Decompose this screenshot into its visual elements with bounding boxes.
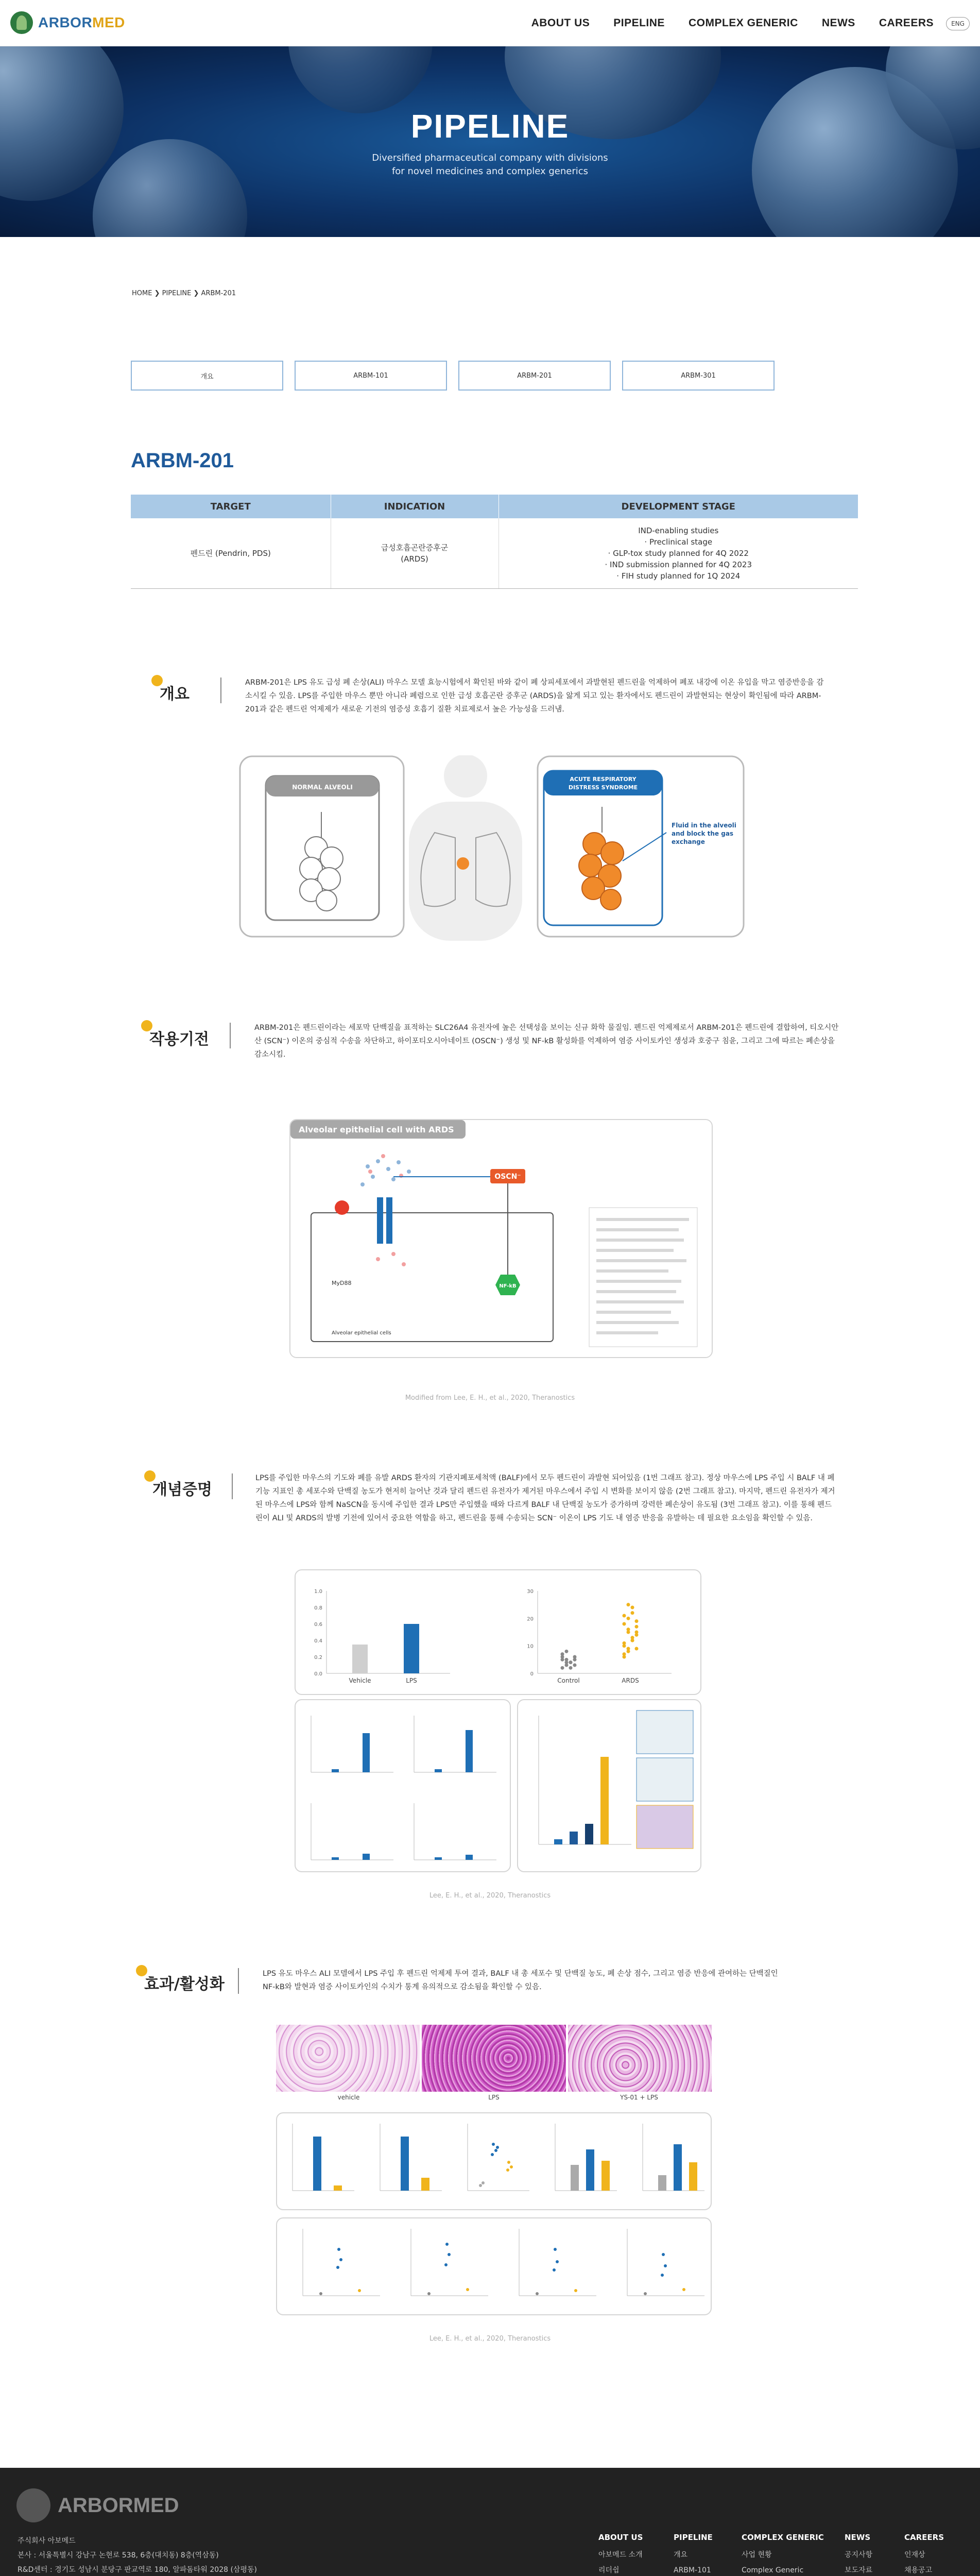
breadcrumb-home[interactable]: HOME xyxy=(132,290,152,297)
table-header-row xyxy=(131,495,858,518)
ards-illustration xyxy=(239,755,749,941)
label-ards-line2: DISTRESS SYNDROME xyxy=(568,784,638,791)
divider xyxy=(232,1473,233,1499)
balf-charts-svg xyxy=(296,1700,511,1872)
pipeline-tabs xyxy=(131,361,775,391)
balf-charts-panel xyxy=(295,1699,511,1872)
nav-careers[interactable]: CAREERS xyxy=(879,17,934,29)
site-footer xyxy=(0,2468,980,2576)
scatter-point xyxy=(635,1625,639,1629)
scatter-point xyxy=(627,1631,630,1634)
bar xyxy=(404,1624,419,1673)
scatter-point xyxy=(631,1611,634,1615)
cell-label: Alveolar epithelial cells xyxy=(332,1330,391,1336)
scatter-point xyxy=(561,1666,564,1670)
footer-col-news xyxy=(845,2530,872,2576)
label-fluid-line2: and block the gas xyxy=(672,830,734,837)
footer-link[interactable]: ARBM-101 xyxy=(674,2566,711,2574)
label-normal-alveoli: NORMAL ALVEOLI xyxy=(292,784,353,791)
footer-col-heading[interactable]: CAREERS xyxy=(904,2533,944,2542)
histology-label-vehicle: vehicle xyxy=(337,2094,360,2101)
divider xyxy=(230,1023,231,1048)
nascn-chart-svg xyxy=(518,1700,701,1872)
section-overview-text: ARBM-201은 LPS 유도 급성 폐 손상(ALI) 마우스 모델 효능시험에서 확인된 바와 같이 폐 상피세포에서 과발현된 펜드린을 억제하여 폐포 내강에 이온 유입을 막고 염증반응을 감소시킬 수 있음. LPS를 주입한 마우스 뿐만 아니라 폐렴으로 인한 급성 호흡곤란 증후군 (ARDS)을 앓게 되고 있는 환자에서도 펜드린이 과발현되는 현상이 확인됨에 따라 ARBM-201과 같은 펜드린 억제제가 새로운 기전의 염증성 호흡기 질환 치료제로서 높은 가능성을 드러냄. xyxy=(245,679,824,714)
scatter-point xyxy=(631,1606,634,1609)
footer-col-about xyxy=(598,2530,643,2576)
footer-link[interactable]: 사업 현황 xyxy=(742,2551,772,2559)
footer-info-line: R&D센터 : 경기도 성남시 분당구 판교역로 180, 알파돔타워 2028 (삼평동) xyxy=(18,2566,257,2574)
ards-illustration-svg xyxy=(239,755,749,941)
language-toggle[interactable]: ENG xyxy=(946,17,970,30)
y-tick-label: 20 xyxy=(527,1616,534,1622)
section-efficacy-title: 효과/활성화 xyxy=(144,1975,225,1993)
y-tick-label: 0.2 xyxy=(314,1655,322,1660)
y-tick-label: 30 xyxy=(527,1589,534,1595)
hero-title: PIPELINE xyxy=(410,108,570,145)
tree-logo-icon xyxy=(16,2488,50,2522)
nav-about-us[interactable]: ABOUT US xyxy=(531,17,590,29)
footer-info-line: 본사 : 서울특별시 강남구 논현로 538, 6층(대치동) 8층(역삼동) xyxy=(18,2551,219,2560)
y-tick-label: 0.0 xyxy=(314,1671,322,1677)
development-table xyxy=(131,495,858,589)
section-efficacy-text xyxy=(263,1967,829,1994)
footer-link[interactable]: 보도자료 xyxy=(845,2566,873,2574)
proof-chart-panel xyxy=(295,1569,701,1695)
hero-subtitle-line1: Diversified pharmaceutical company with divisions xyxy=(372,152,608,163)
efficacy-charts-row1 xyxy=(276,2112,712,2210)
section-mechanism-text: ARBM-201은 펜드린이라는 세포막 단백질을 표적하는 SLC26A4 유전자에 높은 선택성을 보이는 신규 화학 물질임. 펜드린 억제제로서 ARBM-201은 펜드린에 결합하여, 티오시안산 (SCN⁻) 이온의 중심적 수송을 차단하고, 하이포티오시아네이트 (OSCN⁻) 생성 및 NF-kB 활성화를 억제하여 염증 사이토카인 생성과 호중구 침윤, 그리고 그에 따르는 폐손상을 감소시킴. xyxy=(254,1024,839,1059)
x-tick-label: Control xyxy=(557,1677,580,1684)
y-tick-label: 10 xyxy=(527,1643,534,1650)
footer-link[interactable]: 아보메드 소개 xyxy=(598,2551,643,2559)
scatter-point xyxy=(569,1660,573,1664)
scatter-point xyxy=(627,1603,630,1606)
tree-logo-icon xyxy=(10,11,33,34)
mechanism-diagram xyxy=(289,1119,713,1358)
breadcrumb-pipeline[interactable]: PIPELINE xyxy=(162,290,192,297)
logo[interactable] xyxy=(10,11,125,34)
scatter-point xyxy=(627,1650,630,1653)
header-stage: DEVELOPMENT STAGE xyxy=(498,495,858,518)
histology-label-lps: LPS xyxy=(488,2094,500,2101)
section-proof-text: LPS를 주입한 마우스의 기도와 폐를 유발 ARDS 환자의 기관지폐포세척액 (BALF)에서 모두 펜드린이 과발현 되어있음 (1번 그래프 참고). 정상 마우스에 LPS 주입 시 BALF 내 폐기능 지표인 총 세포수와 단백질 농도가 현저히 늘어난 것과 달리 펜드린 유전자가 제거된 마우스에서 주입 시 변화를 보이지 않음 (2번 그래프 참고). 마지막, 펜드린 유전자가 제거된 마우스에 LPS와 함께 NaSCN을 동시에 주입한 결과 LPS만 주입했을 때와 다르게 BALF 내 단백질 농도가 증가하며 강력한 폐손상이 유도됨 (3번 그래프 참고). 이를 통해 펜드린이 ALI 및 ARDS의 발병 기전에 있어서 중요한 역할을 하고, 펜드린을 통해 수송되는 SCN⁻ 이온이 LPS 기도 내 염증 반응을 유발하는 데 필요한 요소임을 확인할 수 있음. xyxy=(255,1474,835,1522)
scatter-point xyxy=(623,1641,626,1645)
scatter-point xyxy=(635,1633,639,1637)
section-efficacy-text-line1: LPS 유도 마우스 ALI 모델에서 LPS 주입 후 펜드린 억제제 투여 결과, BALF 내 총 세포수 및 단백질 농도, 폐 손상 점수, 그리고 염증 반응에 관여하는 단백질인 xyxy=(263,1970,778,1978)
scatter-point xyxy=(635,1619,639,1623)
stage-item: · FIH study planned for 1Q 2024 xyxy=(616,571,741,581)
nav-complex-generic[interactable]: COMPLEX GENERIC xyxy=(688,17,798,29)
footer-info-line: 주식회사 아보메드 xyxy=(18,2537,76,2545)
proof-chart-svg xyxy=(296,1570,701,1695)
scatter-point xyxy=(561,1658,564,1662)
scatter-point xyxy=(561,1652,564,1656)
scatter-point xyxy=(627,1617,630,1620)
cell-target: 펜드린 (Pendrin, PDS) xyxy=(131,518,331,588)
footer-link[interactable]: 개요 xyxy=(674,2551,688,2559)
histology-label-ys01: YS-01 + LPS xyxy=(620,2094,658,2101)
tab-arbm-201[interactable]: ARBM-201 xyxy=(458,361,611,391)
scatter-point xyxy=(569,1666,573,1670)
divider xyxy=(220,677,221,703)
footer-col-complex-generic xyxy=(742,2530,824,2576)
footer-col-careers xyxy=(904,2530,944,2576)
pendrin-bar-chart xyxy=(314,1589,450,1684)
section-proof-title: 개념증명 xyxy=(152,1481,212,1499)
logo-text xyxy=(38,14,125,31)
stage-item: · IND submission planned for 4Q 2023 xyxy=(605,560,752,569)
header-indication: INDICATION xyxy=(331,495,498,518)
footer-link[interactable]: 리더쉽 xyxy=(598,2566,620,2574)
footer-logo-text: ARBORMED xyxy=(58,2494,179,2517)
stage-item: · Preclinical stage xyxy=(644,537,713,547)
footer-link[interactable]: Complex Generic xyxy=(742,2566,804,2574)
section-proof-heading xyxy=(152,1477,212,1499)
chevron-right-icon: ❯ xyxy=(154,290,162,297)
stage-item: · GLP-tox study planned for 4Q 2022 xyxy=(608,548,749,558)
hero-subtitle-line2: for novel medicines and complex generics xyxy=(391,166,589,177)
section-efficacy-text-line2: NF-kB와 발현과 염증 사이토카인의 수치가 통계 유의적으로 감소됨을 확인할 수 있음. xyxy=(263,1983,542,1991)
scatter-point xyxy=(623,1652,626,1656)
section-mechanism-heading xyxy=(149,1026,209,1049)
scatter-point xyxy=(573,1655,577,1659)
footer-col-heading[interactable]: ABOUT US xyxy=(598,2533,643,2542)
label-fluid-line3: exchange xyxy=(672,838,705,845)
tab-arbm-301[interactable]: ARBM-301 xyxy=(622,361,775,391)
efficacy-charts-row1-svg xyxy=(277,2113,712,2210)
footer-col-heading[interactable]: NEWS xyxy=(845,2533,871,2542)
myd88-label: MyD88 xyxy=(332,1280,352,1286)
logo-text-part1: ARBOR xyxy=(38,14,93,30)
x-tick-label: ARDS xyxy=(622,1677,639,1684)
label-fluid-line1: Fluid in the alveoli xyxy=(672,822,736,829)
mechanism-caption: Modified from Lee, E. H., et al., 2020, Theranostics xyxy=(405,1394,575,1402)
pendrin-scatter-chart xyxy=(527,1589,672,1684)
label-ards-line1: ACUTE RESPIRATORY xyxy=(570,776,637,783)
section-overview-heading xyxy=(160,681,190,704)
cell-stage xyxy=(498,518,858,588)
oscn-label: OSCN⁻ xyxy=(494,1173,521,1181)
histology-labels xyxy=(276,2094,712,2101)
nav-pipeline[interactable]: PIPELINE xyxy=(613,17,665,29)
table-row xyxy=(131,518,858,588)
efficacy-charts-row2 xyxy=(276,2217,712,2315)
scatter-point xyxy=(635,1647,639,1651)
footer-link[interactable]: 채용공고 xyxy=(904,2566,933,2574)
hero-banner xyxy=(0,46,980,237)
mechanism-diagram-svg xyxy=(290,1120,713,1358)
scatter-point xyxy=(565,1650,569,1653)
efficacy-caption: Lee, E. H., et al., 2020, Theranostics xyxy=(429,2335,551,2343)
diagram-title: Alveolar epithelial cell with ARDS xyxy=(299,1125,454,1134)
nav-news[interactable]: NEWS xyxy=(821,17,855,29)
indication-line2: (ARDS) xyxy=(401,554,428,564)
footer-col-heading[interactable]: PIPELINE xyxy=(674,2533,713,2542)
scatter-point xyxy=(573,1664,577,1667)
scatter-point xyxy=(565,1660,569,1664)
logo-text-part2: MED xyxy=(92,14,125,30)
scatter-point xyxy=(623,1622,626,1626)
scatter-point xyxy=(623,1614,626,1618)
breadcrumb-current: ARBM-201 xyxy=(201,290,236,297)
cell-indication xyxy=(331,518,498,588)
footer-logo[interactable] xyxy=(16,2488,179,2522)
x-tick-label: Vehicle xyxy=(349,1677,371,1684)
x-tick-label: LPS xyxy=(406,1677,417,1684)
section-overview-title: 개요 xyxy=(160,685,190,703)
drug-title: ARBM-201 xyxy=(131,449,234,472)
nascn-chart-panel xyxy=(517,1699,701,1872)
footer-link[interactable]: 인재상 xyxy=(904,2551,925,2559)
y-tick-label: 0.4 xyxy=(314,1638,322,1644)
proof-caption: Lee, E. H., et al., 2020, Theranostics xyxy=(429,1892,551,1900)
footer-link[interactable]: 공지사항 xyxy=(845,2551,873,2559)
section-efficacy-heading xyxy=(144,1971,225,1994)
hero-cell-graphic xyxy=(288,46,433,113)
histology-ys01-image xyxy=(568,2025,712,2092)
tab-arbm-101[interactable]: ARBM-101 xyxy=(295,361,447,391)
tab-overview[interactable]: 개요 xyxy=(131,361,283,391)
section-mechanism-title: 작용기전 xyxy=(149,1030,209,1048)
nfkb-label: NF-kB xyxy=(499,1283,517,1289)
footer-company-info xyxy=(18,2534,323,2576)
footer-col-heading[interactable]: COMPLEX GENERIC xyxy=(742,2533,824,2542)
header-target: TARGET xyxy=(131,495,331,518)
histology-vehicle-image xyxy=(276,2025,420,2092)
stage-item: IND-enabling studies xyxy=(638,526,719,535)
site-header xyxy=(0,0,980,46)
y-tick-label: 0.6 xyxy=(314,1622,322,1628)
scatter-point xyxy=(631,1639,634,1642)
indication-line1: 급성호흡곤란증후군 xyxy=(381,543,449,552)
y-tick-label: 1.0 xyxy=(314,1589,322,1595)
y-tick-label: 0 xyxy=(530,1671,534,1677)
histology-lps-image xyxy=(422,2025,565,2092)
bar xyxy=(352,1645,368,1673)
breadcrumb xyxy=(132,290,236,297)
histology-images xyxy=(276,2025,712,2092)
footer-col-pipeline xyxy=(674,2530,713,2576)
chevron-right-icon: ❯ xyxy=(193,290,201,297)
divider xyxy=(238,1968,239,1994)
efficacy-charts-row2-svg xyxy=(277,2218,712,2315)
y-tick-label: 0.8 xyxy=(314,1605,322,1611)
main-nav xyxy=(531,0,934,46)
